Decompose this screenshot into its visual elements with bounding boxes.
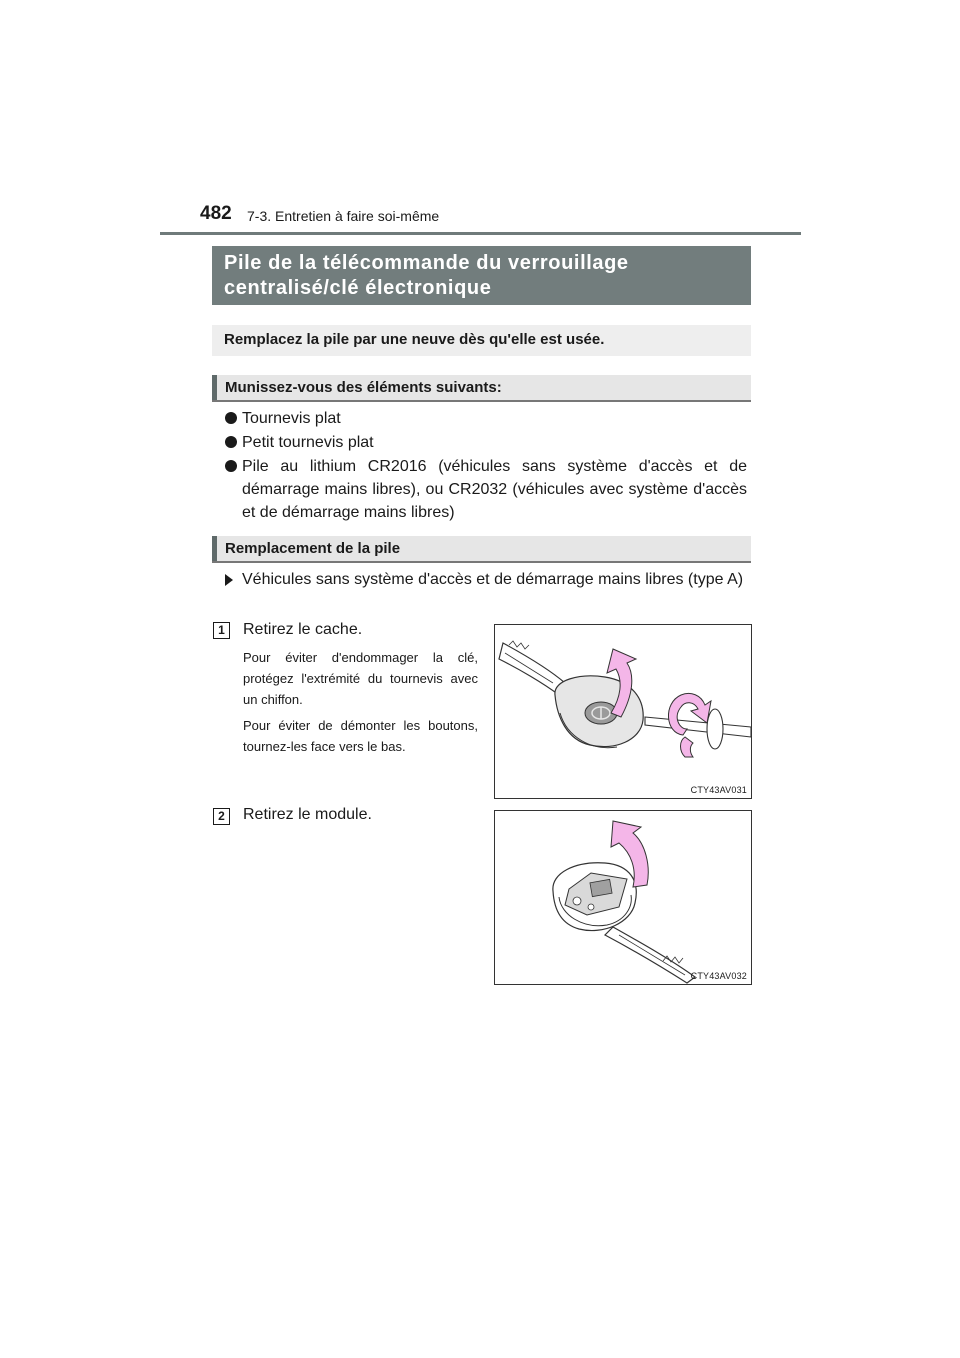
list-item — [225, 431, 747, 454]
key-module-illustration — [495, 811, 751, 984]
subheading-replacement — [212, 536, 751, 563]
figure-code: CTY43AV032 — [690, 971, 747, 981]
intro-text: Remplacez la pile par une neuve dès qu'elle est usée. — [224, 331, 605, 348]
page-number: 482 — [200, 203, 232, 224]
bullet-icon — [225, 460, 237, 472]
variant-line — [225, 568, 747, 615]
figure-remove-cover — [494, 624, 752, 799]
variant-text: Véhicules sans système d'accès et de démarrage mains libres (type A) — [242, 571, 744, 588]
section-title-box — [212, 246, 751, 305]
list-item-text: Pile au lithium CR2016 (véhicules sans système d'accès et de démarrage mains libres), ou CR2032 (véhicules avec système d'accès et de démarrage mains libres) — [242, 458, 747, 521]
figure-remove-module — [494, 810, 752, 985]
header-rule — [160, 232, 801, 235]
list-item-text: Petit tournevis plat — [242, 434, 374, 451]
subheading-marker — [212, 375, 217, 400]
list-item-text: Tournevis plat — [242, 410, 341, 427]
step-number-badge: 1 — [213, 622, 230, 639]
key-cover-illustration — [495, 625, 751, 798]
subheading-replacement-text: Remplacement de la pile — [225, 540, 401, 557]
intro-box — [212, 325, 751, 356]
step-number-badge: 2 — [213, 808, 230, 825]
subheading-items-text: Munissez-vous des éléments suivants: — [225, 379, 502, 396]
bullet-icon — [225, 436, 237, 448]
section-title: Pile de la télécommande du verrouillage centralisé/clé électronique — [224, 252, 629, 299]
step-note: Pour éviter de démonter les boutons, tournez-les face vers le bas. — [243, 718, 478, 754]
bullet-icon — [225, 412, 237, 424]
step-note: Pour éviter d'endommager la clé, protégez l'extrémité du tournevis avec un chiffon. — [243, 650, 478, 707]
section-reference: 7-3. Entretien à faire soi-même — [247, 208, 440, 224]
step-text: Retirez le cache. — [243, 621, 363, 638]
step-text: Retirez le module. — [243, 806, 372, 823]
triangle-bullet-icon — [225, 574, 233, 586]
list-item — [225, 455, 747, 525]
subheading-items — [212, 375, 751, 402]
figure-code: CTY43AV031 — [690, 785, 747, 795]
list-item — [225, 407, 747, 430]
subheading-marker — [212, 536, 217, 561]
